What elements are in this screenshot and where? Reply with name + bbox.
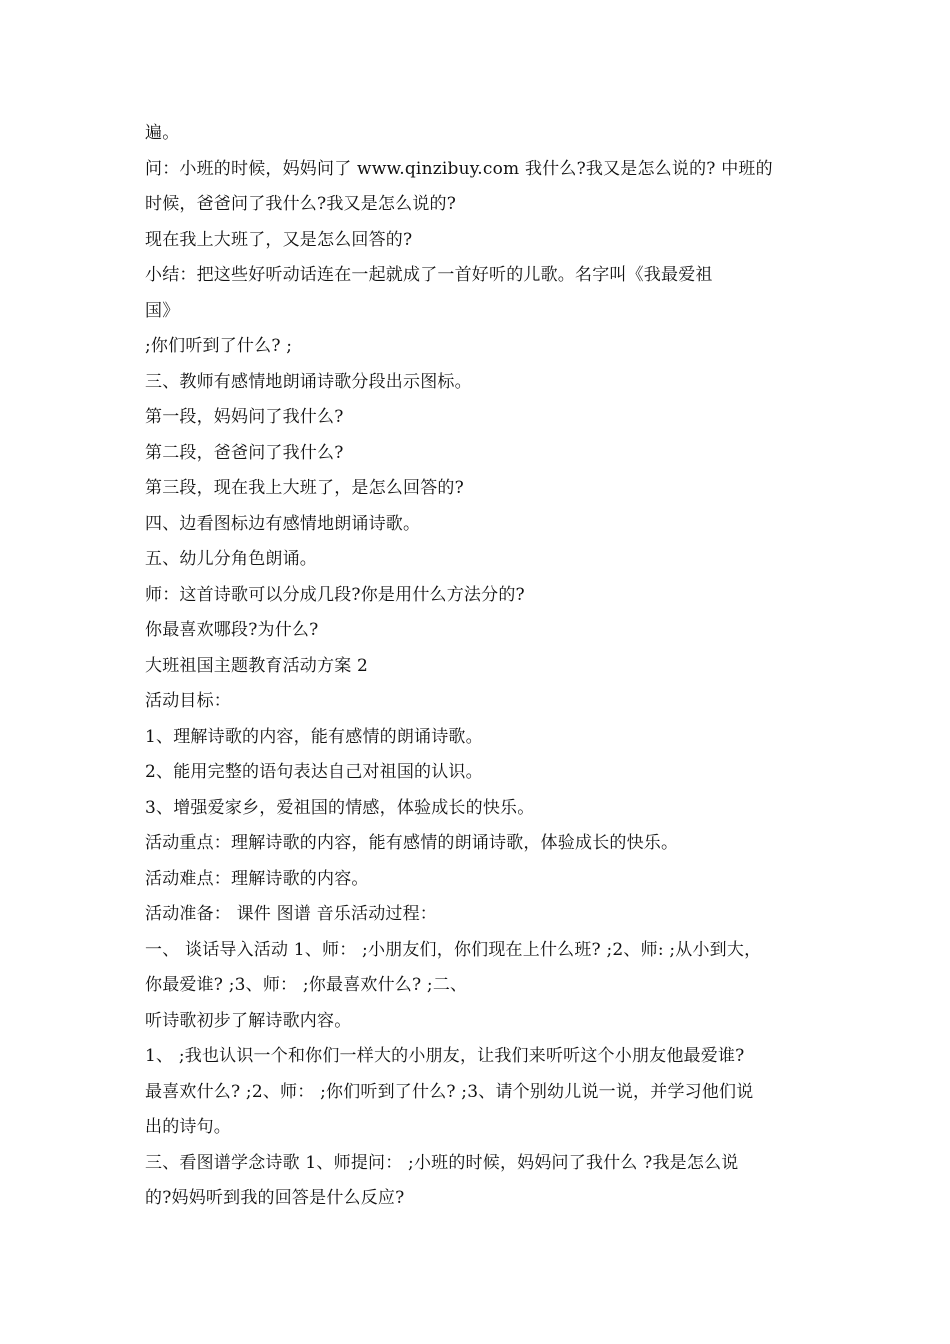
text-line: ;你们听到了什么? ; <box>145 336 293 356</box>
text-line: 遍。 <box>145 123 180 143</box>
text-line: 一、 谈话导入活动 1、师： ;小朋友们，你们现在上什么班? ;2、师: ;从小到大， <box>145 939 762 960</box>
text-line: 第二段，爸爸问了我什么? <box>145 442 344 463</box>
text-line: 第三段，现在我上大班了，是怎么回答的? <box>145 478 464 498</box>
section-heading: 四、边看图标边有感情地朗诵诗歌。 <box>145 513 421 534</box>
text-line: 第一段，妈妈问了我什么? <box>145 407 344 427</box>
text-line: 三、看图谱学念诗歌 1、师提问： ;小班的时候，妈妈问了我什么 ?我是怎么说 <box>145 1152 739 1173</box>
text-line: 最喜欢什么? ;2、师： ;你们听到了什么? ;3、请个别幼儿说一说，并学习他们说 <box>145 1081 754 1102</box>
section-heading: 三、教师有感情地朗诵诗歌分段出示图标。 <box>145 371 472 392</box>
list-item: 2、能用完整的语句表达自己对祖国的认识。 <box>145 762 483 782</box>
text-line: 国》 <box>145 300 180 321</box>
text-line: 听诗歌初步了解诗歌内容。 <box>145 1010 352 1031</box>
section-heading: 活动目标： <box>145 691 231 711</box>
text-line: 活动重点：理解诗歌的内容，能有感情的朗诵诗歌，体验成长的快乐。 <box>145 833 679 853</box>
list-item: 1、理解诗歌的内容，能有感情的朗诵诗歌。 <box>145 726 483 747</box>
text-line: 问：小班的时候，妈妈问了 www.qinzibuy.com 我什么?我又是怎么说的? 中班的 <box>145 158 773 179</box>
text-line: 小结：把这些好听动话连在一起就成了一首好听的儿歌。名字叫《我最爱祖 <box>145 265 713 285</box>
text-line: 出的诗句。 <box>145 1117 231 1137</box>
document-title: 大班祖国主题教育活动方案 2 <box>145 655 369 676</box>
text-line: 现在我上大班了，又是怎么回答的? <box>145 229 413 250</box>
text-line: 你最喜欢哪段?为什么? <box>145 620 319 640</box>
text-line: 活动难点：理解诗歌的内容。 <box>145 868 369 889</box>
text-line: 你最爱谁? ;3、师： ;你最喜欢什么? ;二、 <box>145 975 468 995</box>
list-item: 3、增强爱家乡，爱祖国的情感，体验成长的快乐。 <box>145 797 535 818</box>
text-line: 时候，爸爸问了我什么?我又是怎么说的? <box>145 194 457 214</box>
text-line: 师：这首诗歌可以分成几段?你是用什么方法分的? <box>145 584 525 605</box>
text-line: 1、 ;我也认识一个和你们一样大的小朋友，让我们来听听这个小朋友他最爱谁? <box>145 1046 745 1066</box>
section-heading: 五、幼儿分角色朗诵。 <box>145 549 317 569</box>
text-line: 的?妈妈听到我的回答是什么反应? <box>145 1188 405 1208</box>
text-line: 活动准备： 课件 图谱 音乐活动过程： <box>145 904 438 924</box>
document-body <box>145 116 825 1217</box>
